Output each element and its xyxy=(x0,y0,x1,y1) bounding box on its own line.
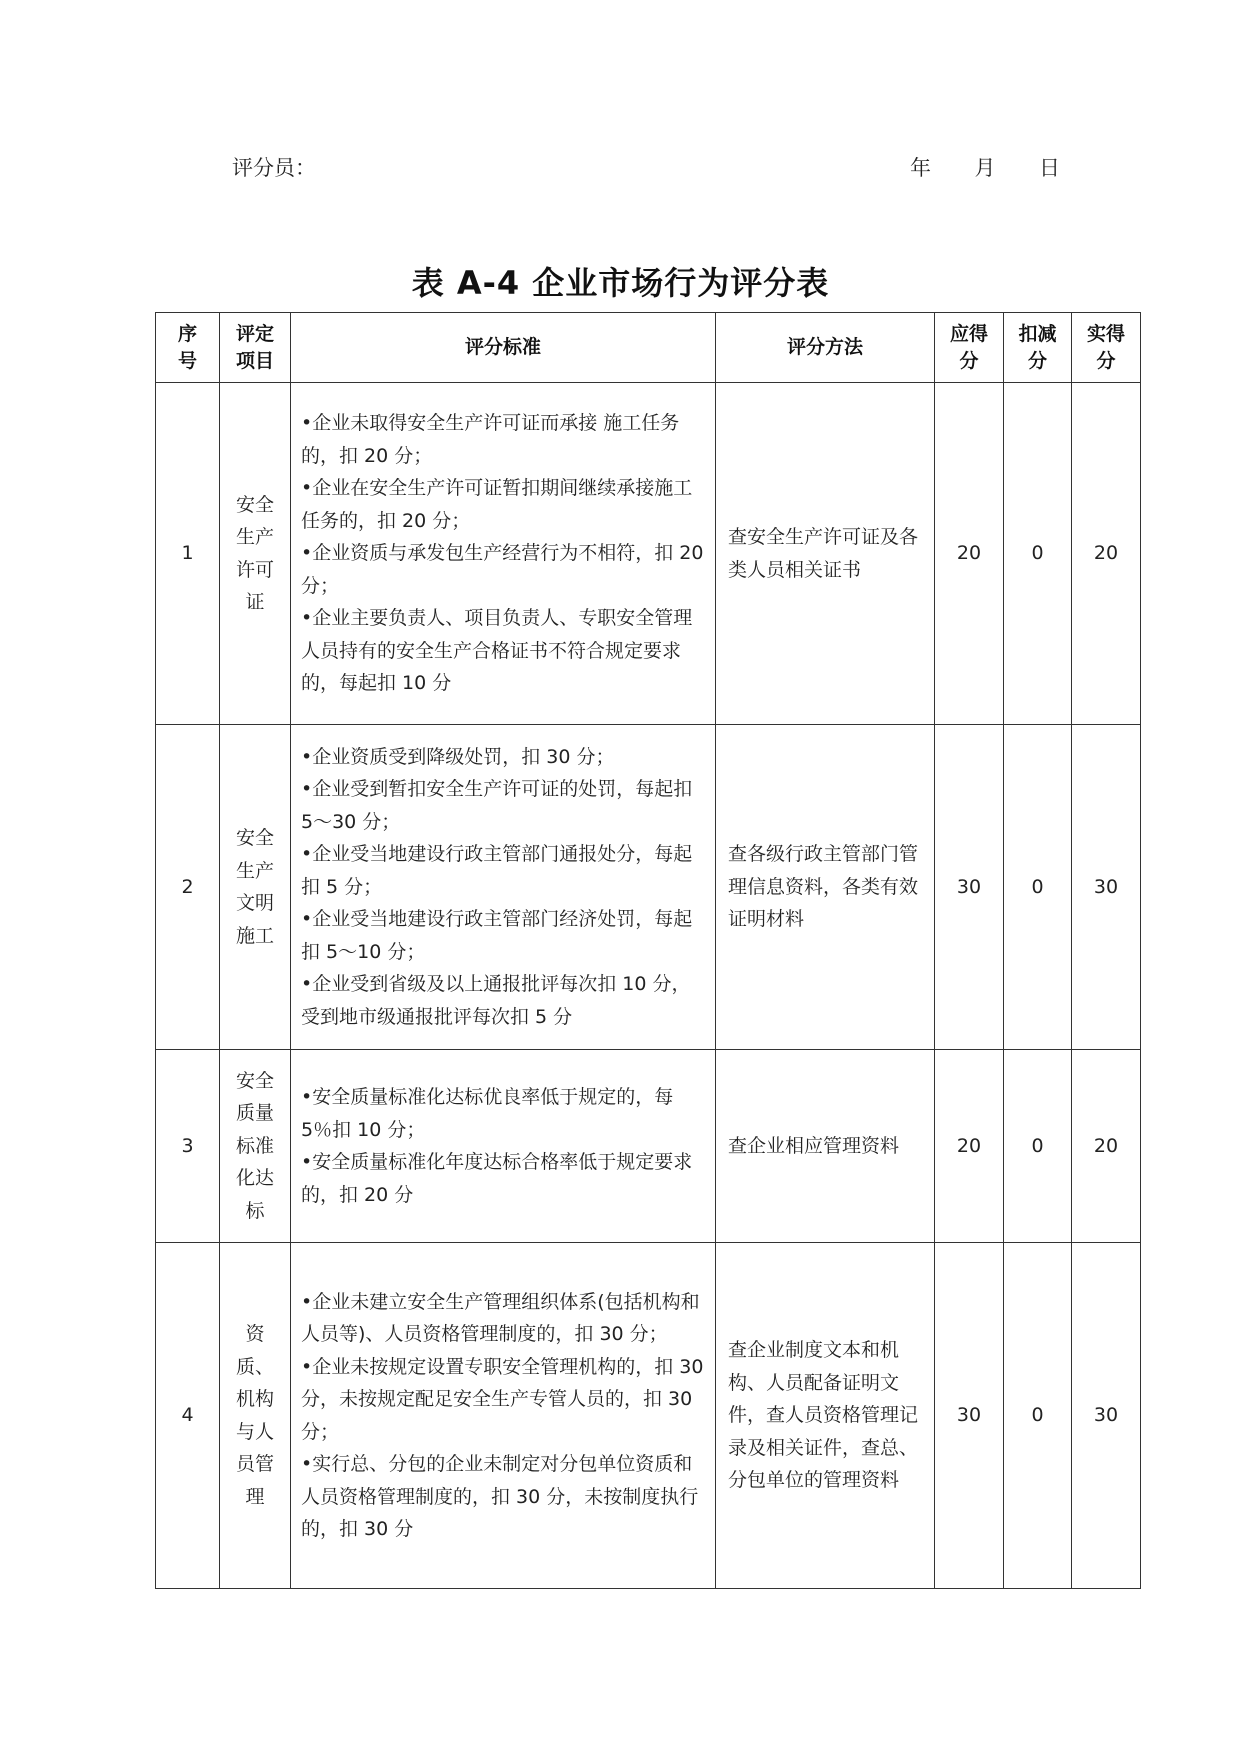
criteria-line: •企业未取得安全生产许可证而承接 施工任务的，扣 20 分； xyxy=(301,412,680,467)
criteria-line: •企业受当地建设行政主管部门经济处罚，每起扣 5～10 分； xyxy=(301,908,693,963)
row-due-score: 20 xyxy=(935,383,1004,725)
scoring-table xyxy=(155,312,1141,1589)
criteria-line: •企业受到暂扣安全生产许可证的处罚，每起扣 5～30 分； xyxy=(301,778,693,833)
row-no: 2 xyxy=(156,725,220,1050)
col-header-deduct: 扣减分 xyxy=(1004,313,1072,383)
row-item: 安全生产文明施工 xyxy=(220,725,291,1050)
row-criteria xyxy=(291,725,716,1050)
row-item: 安全质量标准化达标 xyxy=(220,1050,291,1243)
row-actual-score: 20 xyxy=(1072,383,1141,725)
table-row xyxy=(156,725,1141,1050)
criteria-line: •企业受到省级及以上通报批评每次扣 10 分，受到地市级通报批评每次扣 5 分 xyxy=(301,973,691,1028)
col-header-criteria: 评分标准 xyxy=(291,313,716,383)
row-criteria xyxy=(291,1050,716,1243)
row-method: 查企业相应管理资料 xyxy=(716,1050,935,1243)
row-deduct-score: 0 xyxy=(1004,1050,1072,1243)
row-no: 4 xyxy=(156,1243,220,1589)
month-label: 月 xyxy=(974,156,996,180)
criteria-line: •企业在安全生产许可证暂扣期间继续承接施工任务的，扣 20 分； xyxy=(301,477,693,532)
row-no: 1 xyxy=(156,383,220,725)
row-deduct-score: 0 xyxy=(1004,383,1072,725)
col-header-due: 应得分 xyxy=(935,313,1004,383)
row-item: 资质、机构与人员管理 xyxy=(220,1243,291,1589)
row-actual-score: 30 xyxy=(1072,1243,1141,1589)
criteria-line: •企业资质受到降级处罚，扣 30 分； xyxy=(301,745,615,768)
row-item: 安全生产许可证 xyxy=(220,383,291,725)
day-label: 日 xyxy=(1039,156,1060,180)
criteria-line: •安全质量标准化年度达标合格率低于规定要求的，扣 20 分 xyxy=(301,1151,693,1206)
row-method: 查各级行政主管部门管理信息资料，各类有效证明材料 xyxy=(716,725,935,1050)
col-header-no: 序号 xyxy=(156,313,220,383)
table-row xyxy=(156,383,1141,725)
criteria-line: •企业主要负责人、项目负责人、专职安全管理人员持有的安全生产合格证书不符合规定要求的，每起扣 10 分 xyxy=(301,607,693,695)
row-actual-score: 30 xyxy=(1072,725,1141,1050)
row-method: 查安全生产许可证及各类人员相关证书 xyxy=(716,383,935,725)
table-row xyxy=(156,1050,1141,1243)
scorer-label: 评分员： xyxy=(232,156,316,180)
criteria-line: •企业受当地建设行政主管部门通报处分，每起扣 5 分； xyxy=(301,843,693,898)
col-header-item: 评定项目 xyxy=(220,313,291,383)
row-actual-score: 20 xyxy=(1072,1050,1141,1243)
row-deduct-score: 0 xyxy=(1004,1243,1072,1589)
row-due-score: 30 xyxy=(935,725,1004,1050)
criteria-line: •企业资质与承发包生产经营行为不相符，扣 20 分； xyxy=(301,542,704,597)
year-label: 年 xyxy=(910,156,931,180)
row-due-score: 30 xyxy=(935,1243,1004,1589)
col-header-actual: 实得分 xyxy=(1072,313,1141,383)
table-row xyxy=(156,1243,1141,1589)
row-method: 查企业制度文本和机构、人员配备证明文件，查人员资格管理记录及相关证件，查总、分包单位的管理资料 xyxy=(716,1243,935,1589)
row-deduct-score: 0 xyxy=(1004,725,1072,1050)
criteria-line: •企业未建立安全生产管理组织体系(包括机构和人员等)、人员资格管理制度的，扣 30 分； xyxy=(301,1290,700,1345)
row-no: 3 xyxy=(156,1050,220,1243)
row-criteria xyxy=(291,1243,716,1589)
col-header-method: 评分方法 xyxy=(716,313,935,383)
table-header-row xyxy=(156,313,1141,383)
row-due-score: 20 xyxy=(935,1050,1004,1243)
criteria-line: •企业未按规定设置专职安全管理机构的，扣 30 分，未按规定配足安全生产专管人员的，扣 30 分； xyxy=(301,1355,704,1443)
table-title: 表 A-4 企业市场行为评分表 xyxy=(411,264,830,302)
row-criteria xyxy=(291,383,716,725)
criteria-line: •安全质量标准化达标优良率低于规定的，每 5％扣 10 分； xyxy=(301,1086,674,1141)
criteria-line: •实行总、分包的企业未制定对分包单位资质和人员资格管理制度的，扣 30 分，未按制度执行的，扣 30 分 xyxy=(301,1453,699,1540)
date-fields xyxy=(910,152,1060,182)
